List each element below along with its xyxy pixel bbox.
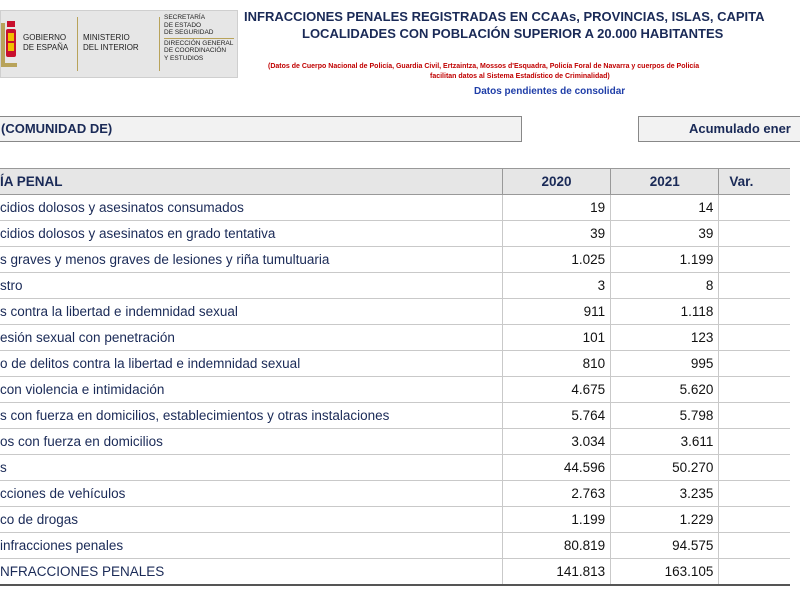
row-category: esión sexual con penetración [0, 325, 502, 351]
row-variation [719, 403, 790, 429]
row-category: s contra la libertad e indemnidad sexual [0, 299, 502, 325]
row-2021: 5.620 [611, 377, 719, 403]
row-2021: 1.118 [611, 299, 719, 325]
coat-of-arms-icon [1, 15, 19, 73]
header-2021: 2021 [611, 169, 719, 195]
row-2021: 94.575 [611, 533, 719, 559]
row-category: s [0, 455, 502, 481]
row-2020: 44.596 [502, 455, 610, 481]
row-category: cciones de vehículos [0, 481, 502, 507]
government-name [23, 33, 68, 53]
row-category: con violencia e intimidación [0, 377, 502, 403]
row-2020: 19 [502, 195, 610, 221]
row-category: s con fuerza en domicilios, establecimientos y otras instalaciones [0, 403, 502, 429]
gov-line-1: GOBIERNO [23, 33, 67, 42]
row-2020: 39 [502, 221, 610, 247]
table-row [0, 455, 790, 481]
pending-note: Datos pendientes de consolidar [474, 86, 626, 97]
row-2020: 1.199 [502, 507, 610, 533]
table-row [0, 481, 790, 507]
table-row [0, 195, 790, 221]
title-line-1: INFRACCIONES PENALES REGISTRADAS EN CCAAs, PROVINCIAS, ISLAS, CAPITA [244, 9, 765, 24]
row-variation [719, 481, 790, 507]
ministry-name [83, 33, 139, 53]
row-2020: 911 [502, 299, 610, 325]
row-variation [719, 507, 790, 533]
table-row [0, 299, 790, 325]
row-variation [719, 273, 790, 299]
table-row [0, 429, 790, 455]
row-2020: 1.025 [502, 247, 610, 273]
row-2020: 3 [502, 273, 610, 299]
table-row [0, 221, 790, 247]
title-line-2: LOCALIDADES CON POBLACIÓN SUPERIOR A 20.000 HABITANTES [302, 26, 724, 41]
sec-rule [164, 38, 234, 39]
ministry-line-1: MINISTERIO [83, 33, 130, 42]
row-category: o de delitos contra la libertad e indemnidad sexual [0, 351, 502, 377]
row-2020: 3.034 [502, 429, 610, 455]
logo-divider-2 [159, 17, 160, 71]
data-sources-note [244, 62, 800, 82]
row-2020: 2.763 [502, 481, 610, 507]
row-2021: 8 [611, 273, 719, 299]
row-2021: 39 [611, 221, 719, 247]
row-variation [719, 533, 790, 559]
row-2021: 995 [611, 351, 719, 377]
row-category: cidios dolosos y asesinatos consumados [0, 195, 502, 221]
row-variation [719, 221, 790, 247]
table-row [0, 377, 790, 403]
row-variation [719, 351, 790, 377]
table-row [0, 325, 790, 351]
header-2020: 2020 [502, 169, 610, 195]
row-2021: 1.199 [611, 247, 719, 273]
row-variation [719, 247, 790, 273]
row-category: cidios dolosos y asesinatos en grado tentativa [0, 221, 502, 247]
row-variation [719, 325, 790, 351]
government-logo [0, 10, 238, 78]
sec-line-1: SECRETARÍA [164, 14, 206, 21]
row-2020: 141.813 [502, 559, 610, 586]
row-category: os con fuerza en domicilios [0, 429, 502, 455]
secretariat-name [164, 14, 234, 62]
row-2021: 163.105 [611, 559, 719, 586]
row-category: stro [0, 273, 502, 299]
region-selector: (COMUNIDAD DE) [0, 116, 522, 142]
ministry-line-2: DEL INTERIOR [83, 43, 139, 52]
row-variation [719, 195, 790, 221]
dir-line-2: DE COORDINACIÓN [164, 47, 227, 54]
row-2020: 810 [502, 351, 610, 377]
sec-line-3: DE SEGURIDAD [164, 29, 214, 36]
table-row [0, 351, 790, 377]
row-variation [719, 299, 790, 325]
table-row-total [0, 559, 790, 586]
row-category: s graves y menos graves de lesiones y riña tumultuaria [0, 247, 502, 273]
table-row [0, 533, 790, 559]
row-2021: 3.235 [611, 481, 719, 507]
table-header-row [0, 169, 790, 195]
note-line-1: (Datos de Cuerpo Nacional de Policía, Guardia Civil, Ertzaintza, Mossos d'Esquadra, Policía Foral de Navarra y cuerpos de Policía [268, 63, 700, 70]
gov-line-2: DE ESPAÑA [23, 43, 69, 52]
logo-divider [77, 17, 78, 71]
table-row [0, 247, 790, 273]
row-2021: 5.798 [611, 403, 719, 429]
row-category: NFRACCIONES PENALES [0, 559, 502, 586]
header-variation: Var. [719, 169, 790, 195]
crime-statistics-table [0, 168, 790, 586]
table-row [0, 507, 790, 533]
row-2020: 5.764 [502, 403, 610, 429]
note-line-2: facilitan datos al Sistema Estadístico de Criminalidad) [430, 73, 610, 80]
dir-line-1: DIRECCIÓN GENERAL [164, 39, 234, 47]
row-category: infracciones penales [0, 533, 502, 559]
row-variation [719, 377, 790, 403]
period-label: Acumulado ener [638, 116, 800, 142]
row-category: co de drogas [0, 507, 502, 533]
row-2021: 3.611 [611, 429, 719, 455]
table-row [0, 403, 790, 429]
sec-line-2: DE ESTADO [164, 21, 202, 29]
header-category: ÍA PENAL [0, 169, 502, 195]
table-row [0, 273, 790, 299]
row-2021: 1.229 [611, 507, 719, 533]
report-title [244, 8, 800, 42]
row-variation [719, 429, 790, 455]
row-2021: 123 [611, 325, 719, 351]
row-2021: 50.270 [611, 455, 719, 481]
row-2021: 14 [611, 195, 719, 221]
row-2020: 80.819 [502, 533, 610, 559]
dir-line-3: Y ESTUDIOS [164, 54, 204, 62]
row-variation [719, 455, 790, 481]
row-variation [719, 559, 790, 586]
row-2020: 4.675 [502, 377, 610, 403]
row-2020: 101 [502, 325, 610, 351]
